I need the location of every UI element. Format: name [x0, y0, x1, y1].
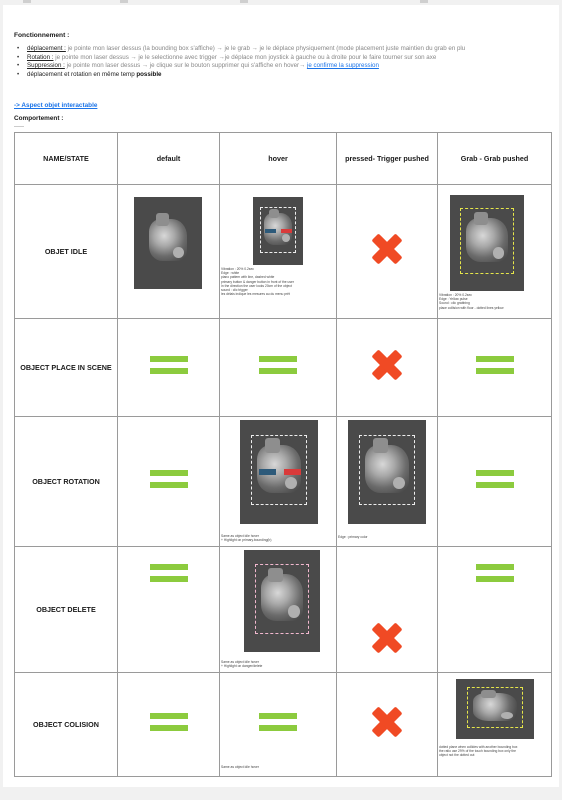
equals-icon: [476, 561, 514, 585]
confirm-delete-link[interactable]: je confirme la suppression: [307, 62, 379, 70]
list-item: • Rotation : je pointe mon laser dessus → je le selectionne avec trigger →je déplace mon joystick à gauche ou à droite pour le faire tourner sur son axe: [17, 54, 557, 63]
equals-icon: [476, 353, 514, 377]
cell-caption: Same as object idle hover + Highlight on danger/delete: [221, 660, 263, 669]
equals-icon: [150, 710, 188, 734]
equals-icon: [150, 353, 188, 377]
idle-default-cell: [118, 185, 220, 319]
list-item: • déplacement : je pointe mon laser dessus (la bounding box s'affiche) → je le grab → je le déplace physiquement (mode placement juste maintien du grab en plu: [17, 45, 557, 54]
row-name: OBJET IDLE: [15, 185, 118, 319]
row-name: OBJECT COLISION: [15, 673, 118, 777]
object-thumbnail: [240, 420, 318, 524]
header-row: [15, 133, 552, 185]
table-row: [15, 319, 552, 417]
row-name: OBJECT PLACE IN SCENE: [15, 319, 118, 417]
colision-default-cell: [118, 673, 220, 777]
delete-grab-cell: [438, 547, 552, 673]
cell-caption: Same as object idle hover: [221, 765, 259, 769]
place-grab-cell: [438, 319, 552, 417]
idle-grab-cell: [438, 185, 552, 319]
table-row: [15, 417, 552, 547]
rotation-grab-cell: [438, 417, 552, 547]
equals-icon: [476, 467, 514, 491]
aspect-link[interactable]: -> Aspect objet interactable: [14, 102, 98, 109]
object-thumbnail: [253, 197, 303, 265]
behaviour-heading: Comportement :: [14, 115, 64, 122]
rotation-hover-cell: [220, 417, 337, 547]
delete-hover-cell: [220, 547, 337, 673]
cell-caption: Vibration : 20% 0.2sec Edge : white piano pattern with line, dashed white primary button & danger button in front of the user In the direction the user looks 20cm of the object sound : clic trigger les délais indique les mesures au du menu prêt: [221, 267, 294, 297]
colision-grab-cell: [438, 673, 552, 777]
cross-icon: [372, 623, 402, 653]
equals-icon: [259, 710, 297, 734]
object-thumbnail: [134, 197, 202, 289]
column-header: Grab - Grab pushed: [438, 133, 552, 185]
idle-pressed-cell: [337, 185, 438, 319]
object-thumbnail: [450, 195, 524, 291]
cell-caption: Vibration : 20% 0.2sec Edge : Yellow pulse Sound : clic grabbing place collision with floor - dotted lines yellow: [439, 293, 504, 310]
object-thumbnail: [348, 420, 426, 524]
states-table: [14, 132, 552, 777]
delete-pressed-cell: [337, 547, 438, 673]
colision-hover-cell: [220, 673, 337, 777]
row-name: OBJECT DELETE: [15, 547, 118, 673]
place-hover-cell: [220, 319, 337, 417]
rotation-default-cell: [118, 417, 220, 547]
column-header: NAME/STATE: [15, 133, 118, 185]
cross-icon: [372, 234, 402, 264]
place-default-cell: [118, 319, 220, 417]
cell-caption: Edge : primary color: [338, 535, 368, 539]
table-row: [15, 185, 552, 319]
colision-pressed-cell: [337, 673, 438, 777]
idle-hover-cell: [220, 185, 337, 319]
equals-icon: [259, 353, 297, 377]
equals-icon: [150, 467, 188, 491]
column-header: pressed- Trigger pushed: [337, 133, 438, 185]
delete-default-cell: [118, 547, 220, 673]
cross-icon: [372, 707, 402, 737]
column-header: hover: [220, 133, 337, 185]
object-thumbnail: [244, 550, 320, 652]
table-row: [15, 673, 552, 777]
cell-caption: Same as object idle hover + Highlight on primary.bounding(b): [221, 534, 272, 543]
document-page: [3, 5, 559, 787]
section-heading: Fonctionnement :: [14, 32, 70, 39]
cross-icon: [372, 350, 402, 380]
row-name: OBJECT ROTATION: [15, 417, 118, 547]
equals-icon: [150, 561, 188, 585]
cell-caption: dotted plane when collides with another bounding box the ratio use 29% of the touch bounding box only the object not the dotted out: [439, 745, 518, 758]
list-item: • déplacement et rotation en même temp possible: [17, 71, 557, 80]
list-item: • Suppression : je pointe mon laser dessus → je clique sur le bouton supprimer qui s'affiche en hover→ je confirme la suppression: [17, 62, 557, 71]
object-thumbnail: [456, 679, 534, 739]
rotation-pressed-cell: [337, 417, 438, 547]
table-row: [15, 547, 552, 673]
separator: [14, 126, 24, 127]
place-pressed-cell: [337, 319, 438, 417]
column-header: default: [118, 133, 220, 185]
behaviour-list: [17, 45, 557, 79]
